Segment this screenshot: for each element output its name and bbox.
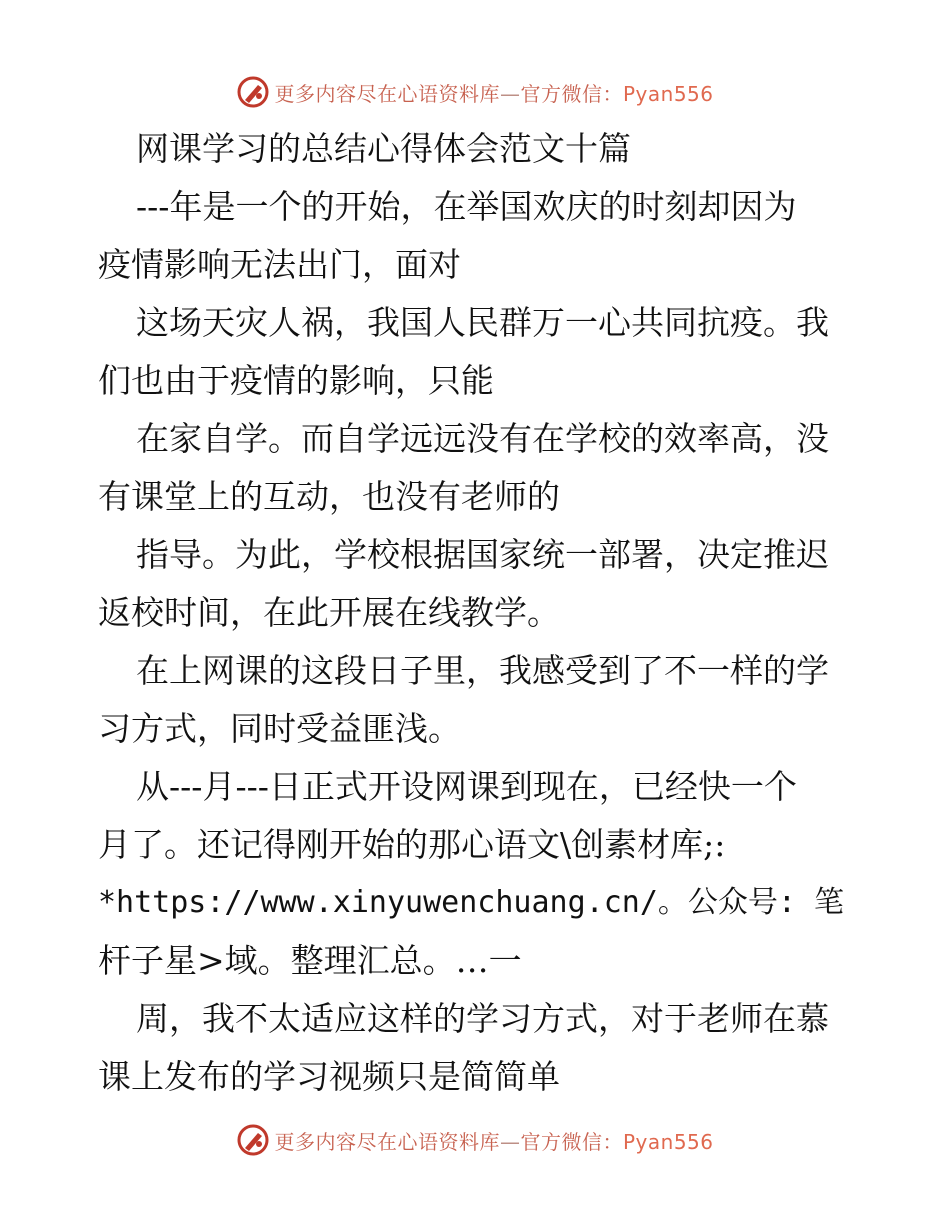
banner-text	[274, 78, 713, 107]
url-line: *https://www.xinyuwenchuang.cn/。公众号: 笔	[98, 885, 845, 920]
text-line: 周，我不太适应这样的学习方式，对于老师在慕	[136, 999, 829, 1038]
document-title: 网课学习的总结心得体会范文十篇	[136, 129, 631, 168]
text-line: ---年是一个的开始，在举国欢庆的时刻却因为	[136, 187, 797, 226]
text-line: 指导。为此，学校根据国家统一部署，决定推迟	[136, 535, 829, 574]
banner-main: 更多内容尽在心语资料库	[274, 1129, 500, 1154]
document-body	[98, 120, 858, 1106]
pen-logo-icon	[236, 1123, 270, 1157]
banner-handle: Pyan556	[622, 81, 714, 106]
text-line: 疫情影响无法出门，面对	[98, 245, 461, 284]
footer-banner	[0, 1118, 950, 1162]
header-banner	[0, 70, 950, 114]
banner-dash: —	[499, 1129, 521, 1154]
text-line: 返校时间，在此开展在线教学。	[98, 593, 560, 632]
banner-account-label: 官方微信：	[520, 81, 623, 106]
text-line: 从---月---日正式开设网课到现在，已经快一个	[136, 767, 797, 806]
text-line: 在家自学。而自学远远没有在学校的效率高，没	[136, 419, 829, 458]
text-line: 习方式，同时受益匪浅。	[98, 709, 461, 748]
banner-account-label: 官方微信：	[520, 1129, 623, 1154]
banner-main: 更多内容尽在心语资料库	[274, 81, 500, 106]
text-line: 月了。还记得刚开始的那心语文\创素材库;:	[98, 825, 726, 864]
banner-text	[274, 1126, 713, 1155]
text-line: 这场天灾人祸，我国人民群万一心共同抗疫。我	[136, 303, 829, 342]
text-line: 杆子星>域。整理汇总。…一	[98, 941, 522, 980]
text-line: 有课堂上的互动，也没有老师的	[98, 477, 560, 516]
text-line: 们也由于疫情的影响，只能	[98, 361, 494, 400]
banner-handle: Pyan556	[622, 1129, 714, 1154]
text-line: 课上发布的学习视频只是简简单	[98, 1057, 560, 1096]
banner-dash: —	[499, 81, 521, 106]
text-line: 在上网课的这段日子里，我感受到了不一样的学	[136, 651, 829, 690]
pen-logo-icon	[236, 75, 270, 109]
